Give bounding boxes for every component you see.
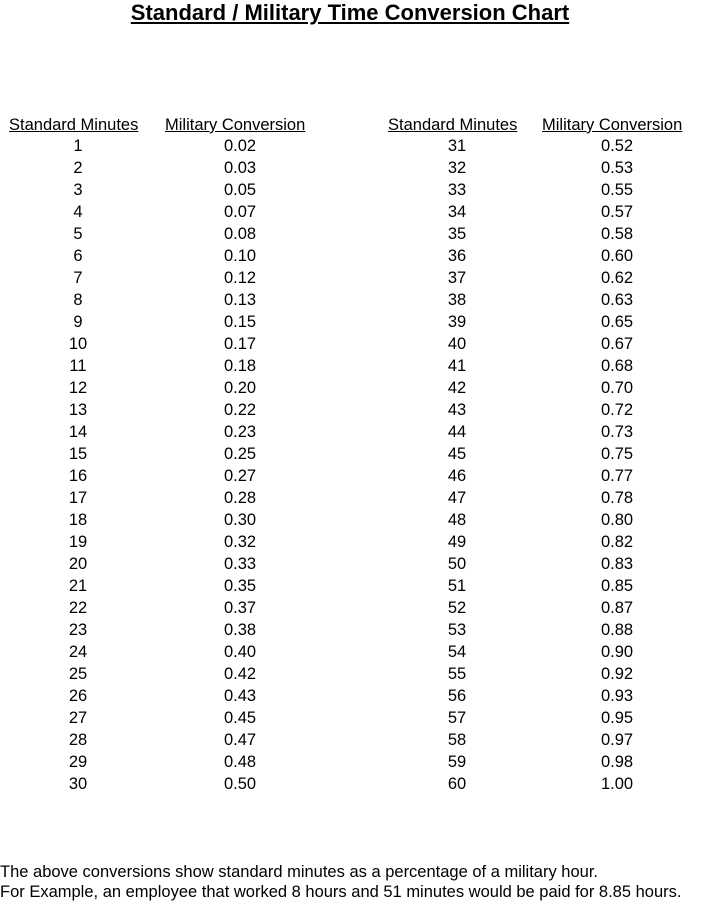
military-conversion-cell: 0.20 bbox=[223, 379, 257, 397]
standard-minutes-cell: 5 bbox=[73, 225, 83, 243]
right-minutes-column bbox=[417, 135, 497, 795]
military-conversion-cell: 0.65 bbox=[600, 313, 634, 331]
military-conversion-cell: 0.85 bbox=[600, 577, 634, 595]
military-conversion-cell: 0.47 bbox=[223, 731, 257, 749]
military-conversion-cell: 0.57 bbox=[600, 203, 634, 221]
military-conversion-cell: 0.88 bbox=[600, 621, 634, 639]
military-conversion-cell: 0.15 bbox=[223, 313, 257, 331]
standard-minutes-cell: 33 bbox=[447, 181, 467, 199]
standard-minutes-cell: 49 bbox=[447, 533, 467, 551]
military-conversion-cell: 0.55 bbox=[600, 181, 634, 199]
header-standard-minutes-right: Standard Minutes bbox=[388, 116, 518, 134]
military-conversion-cell: 0.73 bbox=[600, 423, 634, 441]
standard-minutes-cell: 1 bbox=[73, 137, 83, 155]
military-conversion-cell: 0.30 bbox=[223, 511, 257, 529]
military-conversion-cell: 0.25 bbox=[223, 445, 257, 463]
military-conversion-cell: 0.03 bbox=[223, 159, 257, 177]
military-conversion-cell: 0.02 bbox=[223, 137, 257, 155]
military-conversion-cell: 0.83 bbox=[600, 555, 634, 573]
military-conversion-cell: 0.78 bbox=[600, 489, 634, 507]
military-conversion-cell: 0.97 bbox=[600, 731, 634, 749]
military-conversion-cell: 0.32 bbox=[223, 533, 257, 551]
military-conversion-cell: 0.33 bbox=[223, 555, 257, 573]
standard-minutes-cell: 46 bbox=[447, 467, 467, 485]
standard-minutes-cell: 18 bbox=[68, 511, 88, 529]
left-minutes-column bbox=[38, 135, 118, 795]
standard-minutes-cell: 16 bbox=[68, 467, 88, 485]
military-conversion-cell: 0.58 bbox=[600, 225, 634, 243]
military-conversion-cell: 0.63 bbox=[600, 291, 634, 309]
military-conversion-cell: 0.05 bbox=[223, 181, 257, 199]
military-conversion-cell: 0.67 bbox=[600, 335, 634, 353]
military-conversion-cell: 0.90 bbox=[600, 643, 634, 661]
standard-minutes-cell: 9 bbox=[73, 313, 83, 331]
standard-minutes-cell: 8 bbox=[73, 291, 83, 309]
military-conversion-cell: 0.08 bbox=[223, 225, 257, 243]
military-conversion-cell: 0.18 bbox=[223, 357, 257, 375]
footer-note bbox=[0, 862, 681, 902]
standard-minutes-cell: 44 bbox=[447, 423, 467, 441]
military-conversion-cell: 0.53 bbox=[600, 159, 634, 177]
standard-minutes-cell: 37 bbox=[447, 269, 467, 287]
standard-minutes-cell: 29 bbox=[68, 753, 88, 771]
military-conversion-cell: 0.28 bbox=[223, 489, 257, 507]
standard-minutes-cell: 52 bbox=[447, 599, 467, 617]
military-conversion-cell: 0.80 bbox=[600, 511, 634, 529]
standard-minutes-cell: 38 bbox=[447, 291, 467, 309]
standard-minutes-cell: 57 bbox=[447, 709, 467, 727]
standard-minutes-cell: 2 bbox=[73, 159, 83, 177]
military-conversion-cell: 0.45 bbox=[223, 709, 257, 727]
header-military-conversion-right: Military Conversion bbox=[542, 116, 683, 134]
military-conversion-cell: 0.42 bbox=[223, 665, 257, 683]
military-conversion-cell: 0.23 bbox=[223, 423, 257, 441]
standard-minutes-cell: 54 bbox=[447, 643, 467, 661]
standard-minutes-cell: 56 bbox=[447, 687, 467, 705]
standard-minutes-cell: 45 bbox=[447, 445, 467, 463]
standard-minutes-cell: 32 bbox=[447, 159, 467, 177]
military-conversion-cell: 0.12 bbox=[223, 269, 257, 287]
standard-minutes-cell: 15 bbox=[68, 445, 88, 463]
header-military-conversion-left: Military Conversion bbox=[165, 116, 306, 134]
standard-minutes-cell: 51 bbox=[447, 577, 467, 595]
standard-minutes-cell: 42 bbox=[447, 379, 467, 397]
military-conversion-cell: 0.35 bbox=[223, 577, 257, 595]
military-conversion-cell: 0.27 bbox=[223, 467, 257, 485]
standard-minutes-cell: 60 bbox=[447, 775, 467, 793]
standard-minutes-cell: 25 bbox=[68, 665, 88, 683]
standard-minutes-cell: 36 bbox=[447, 247, 467, 265]
military-conversion-cell: 0.95 bbox=[600, 709, 634, 727]
standard-minutes-cell: 11 bbox=[69, 357, 87, 375]
standard-minutes-cell: 48 bbox=[447, 511, 467, 529]
standard-minutes-cell: 55 bbox=[447, 665, 467, 683]
standard-minutes-cell: 59 bbox=[447, 753, 467, 771]
standard-minutes-cell: 53 bbox=[447, 621, 467, 639]
standard-minutes-cell: 58 bbox=[447, 731, 467, 749]
military-conversion-cell: 0.17 bbox=[223, 335, 257, 353]
standard-minutes-cell: 23 bbox=[68, 621, 88, 639]
standard-minutes-cell: 6 bbox=[73, 247, 83, 265]
standard-minutes-cell: 27 bbox=[68, 709, 88, 727]
military-conversion-cell: 0.50 bbox=[223, 775, 257, 793]
military-conversion-cell: 0.43 bbox=[223, 687, 257, 705]
military-conversion-cell: 1.00 bbox=[600, 775, 634, 793]
military-conversion-cell: 0.70 bbox=[600, 379, 634, 397]
footer-line-2: For Example, an employee that worked 8 hours and 51 minutes would be paid for 8.85 hours. bbox=[0, 883, 682, 901]
page-title: Standard / Military Time Conversion Chart bbox=[130, 0, 570, 25]
standard-minutes-cell: 31 bbox=[447, 137, 467, 155]
standard-minutes-cell: 34 bbox=[447, 203, 467, 221]
military-conversion-cell: 0.87 bbox=[600, 599, 634, 617]
standard-minutes-cell: 47 bbox=[447, 489, 467, 507]
standard-minutes-cell: 28 bbox=[68, 731, 88, 749]
standard-minutes-cell: 13 bbox=[68, 401, 88, 419]
standard-minutes-cell: 17 bbox=[68, 489, 88, 507]
standard-minutes-cell: 12 bbox=[68, 379, 88, 397]
standard-minutes-cell: 21 bbox=[68, 577, 88, 595]
standard-minutes-cell: 41 bbox=[447, 357, 467, 375]
header-standard-minutes-left: Standard Minutes bbox=[9, 116, 139, 134]
left-conversion-column bbox=[200, 135, 280, 795]
standard-minutes-cell: 19 bbox=[68, 533, 88, 551]
military-conversion-cell: 0.60 bbox=[600, 247, 634, 265]
standard-minutes-cell: 39 bbox=[447, 313, 467, 331]
military-conversion-cell: 0.48 bbox=[223, 753, 257, 771]
standard-minutes-cell: 43 bbox=[447, 401, 467, 419]
military-conversion-cell: 0.38 bbox=[223, 621, 257, 639]
standard-minutes-cell: 10 bbox=[68, 335, 88, 353]
military-conversion-cell: 0.10 bbox=[223, 247, 257, 265]
military-conversion-cell: 0.98 bbox=[600, 753, 634, 771]
standard-minutes-cell: 14 bbox=[68, 423, 88, 441]
standard-minutes-cell: 30 bbox=[68, 775, 88, 793]
standard-minutes-cell: 4 bbox=[73, 203, 83, 221]
standard-minutes-cell: 20 bbox=[68, 555, 88, 573]
military-conversion-cell: 0.77 bbox=[600, 467, 634, 485]
military-conversion-cell: 0.40 bbox=[223, 643, 257, 661]
military-conversion-cell: 0.37 bbox=[223, 599, 257, 617]
footer-line-1: The above conversions show standard minutes as a percentage of a military hour. bbox=[0, 863, 598, 881]
right-conversion-column bbox=[577, 135, 657, 795]
military-conversion-cell: 0.82 bbox=[600, 533, 634, 551]
standard-minutes-cell: 22 bbox=[68, 599, 88, 617]
standard-minutes-cell: 3 bbox=[73, 181, 83, 199]
standard-minutes-cell: 35 bbox=[447, 225, 467, 243]
military-conversion-cell: 0.07 bbox=[223, 203, 257, 221]
military-conversion-cell: 0.72 bbox=[600, 401, 634, 419]
military-conversion-cell: 0.93 bbox=[600, 687, 634, 705]
standard-minutes-cell: 40 bbox=[447, 335, 467, 353]
standard-minutes-cell: 7 bbox=[73, 269, 83, 287]
military-conversion-cell: 0.52 bbox=[600, 137, 634, 155]
military-conversion-cell: 0.75 bbox=[600, 445, 634, 463]
standard-minutes-cell: 26 bbox=[68, 687, 88, 705]
standard-minutes-cell: 24 bbox=[68, 643, 88, 661]
military-conversion-cell: 0.68 bbox=[600, 357, 634, 375]
standard-minutes-cell: 50 bbox=[447, 555, 467, 573]
military-conversion-cell: 0.22 bbox=[223, 401, 257, 419]
military-conversion-cell: 0.13 bbox=[223, 291, 257, 309]
military-conversion-cell: 0.92 bbox=[600, 665, 634, 683]
military-conversion-cell: 0.62 bbox=[600, 269, 634, 287]
